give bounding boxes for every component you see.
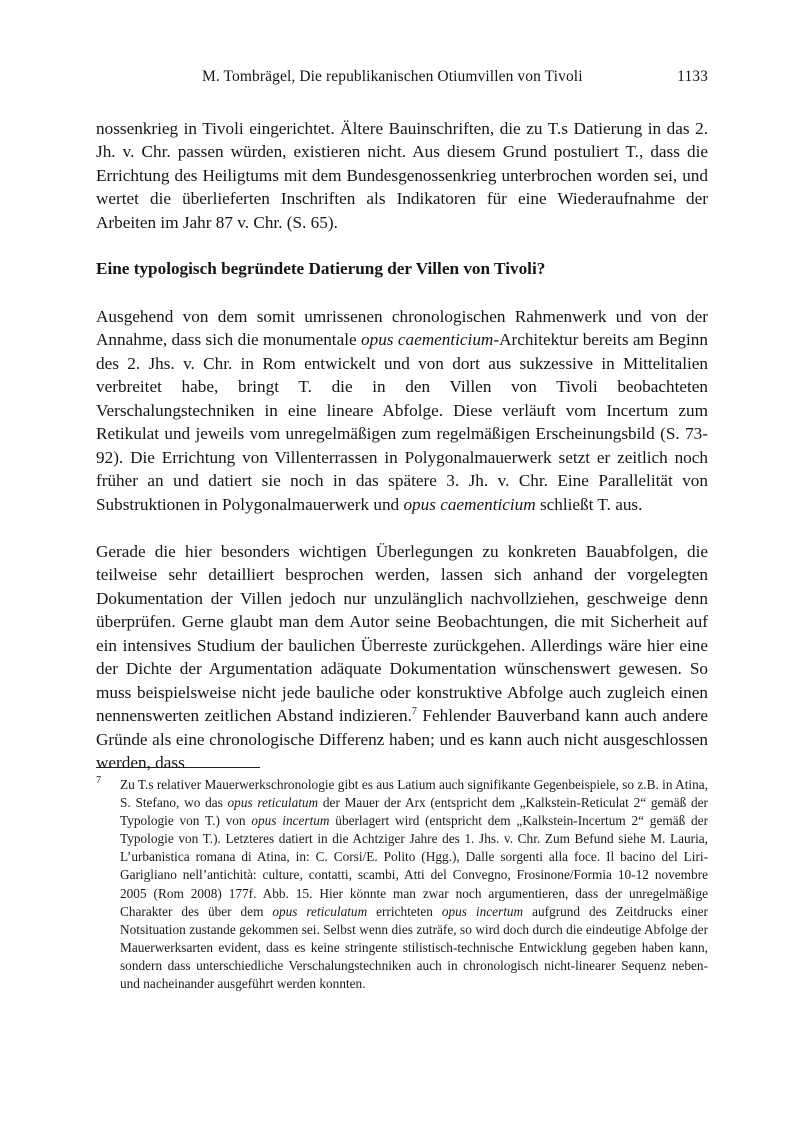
footnote-separator [96,767,260,768]
footnote-italic-1: opus reticulatum [227,795,319,811]
paragraph-3-text-2: Fehlender Bauverband kann auch andere Gründe als eine chronologische Differenz haben; und es kann auch nicht ausgeschlossen werden, dass [96,706,708,773]
paragraph-1: nossenkrieg in Tivoli eingerichtet. Ältere Bauinschriften, die zu T.s Datierung in das 2. Jh. v. Chr. passen würden, existieren nicht. Aus diesem Grund postuliert T., dass die Errichtung des Heiligtums mit dem Bundesgenossenkrieg unterbrochen worden sei, und wertet die überlieferten Inschriften als Indikatoren für eine Wiederaufnahme der Arbeiten im Jahr 87 v. Chr. (S. 65). [96,119,708,232]
paragraph-3 [96,540,708,775]
footnote-italic-2: opus incertum [251,813,330,829]
footnote-reference[interactable]: 7 [411,706,417,718]
paragraph-2-text-1: Ausgehend von dem somit umrissenen chronologischen Rahmenwerk und von der Annahme, dass sich die monumentale [96,307,708,350]
paragraph-3-text-1: Gerade die hier besonders wichtigen Überlegungen zu konkreten Bauabfolgen, die teilweise sehr detailliert besprochen werden, lassen sich anhand der vorgelegten Dokumentation der Villen jedoch nur unzulänglich nachvollziehen, geschweige denn überprüfen. Gerne glaubt man dem Autor seine Beobachtungen, die mit Sicherheit auf ein intensives Studium der baulichen Überreste zurückgehen. Allerdings wäre hier eine der Dichte der Argumentation adäquate Dokumentation wünschenswert gewesen. So muss beispielsweise nicht jede bauliche oder konstruktive Abfolge auch zugleich einen nennenswerten zeitlichen Abstand indizieren. [96,542,708,726]
paragraph-2-italic-2: opus caementicium [403,494,536,514]
footnote-text-2: der Mauer der Arx (entspricht dem „Kalkstein-Reticulat 2“ gemäß der Typologie von T.) von [120,795,708,829]
footnote-text-5: aufgrund des Zeitdrucks einer Notsituation zustande gekommen sei. Selbst wenn dies zuträfe, so wird doch durch die eindeutige Abfolge der Mauerwerksarten evident, dass es keine stringente stilistisch-technische Entwicklung gegeben haben kann, sondern dass unterschiedliche Verschalungstechniken auch in chronologisch nicht-linearer Sequenz neben- und nacheinander ausgeführt werden konnten. [120,903,708,992]
footnote-number: 7 [96,775,102,786]
paragraph-2-italic-1: opus caementicium [361,330,494,350]
section-heading: Eine typologisch begründete Datierung der Villen von Tivoli? [96,259,546,278]
page-number: 1133 [677,68,708,85]
footnote-text-4: errichteten [367,903,442,919]
footnote-text [120,776,708,993]
paragraph-2 [96,305,708,516]
footnote-text-3: überlagert wird (entspricht dem „Kalkstein-Incertum 2“ gemäß der Typologie von T.). Letzteres datiert in die Achtziger Jahre des 1. Jhs. v. Chr. Zum Befund siehe M. Lauria, L’urbanistica romana di Atina, in: C. Corsi/E. Polito (Hgg.), Dalle sorgenti alla foce. Il bacino del Liri-Garigliano nell’antichità: culture, contatti, scambi, Atti del Convegno, Frosinone/Formia 10-12 novembre 2005 (Rom 2008) 177f. Abb. 15. Hier könnte man zwar noch argumentieren, dass der unregelmäßige Charakter des über dem [120,813,709,919]
footnote-italic-4: opus incertum [441,903,524,919]
footnote-italic-3: opus reticulatum [272,903,368,919]
footnote-text-1: Zu T.s relativer Mauerwerkschronologie gibt es aus Latium auch signifikante Gegenbeispiele, so z.B. in Atina, S. Stefano, wo das [120,777,708,811]
running-title: M. Tombrägel, Die republikanischen Otiumvillen von Tivoli [202,68,583,85]
paragraph-2-text-2: -Architektur bereits am Beginn des 2. Jhs. v. Chr. in Rom entwickelt und von dort aus sukzessive in Mittelitalien verbreitet habe, bringt T. die in den Villen von Tivoli beobachteten Verschalungstechniken in eine lineare Abfolge. Diese verläuft vom Incertum zum Retikulat und jeweils vom unregelmäßigen zum regelmäßigen Erscheinungsbild (S. 73-92). Die Errichtung von Villenterrassen in Polygonalmauerwerk setzt er zeitlich noch früher an und datiert sie noch in das spätere 3. Jh. v. Chr. Eine Parallelität von Substruktionen in Polygonalmauerwerk und [96,330,708,514]
paragraph-2-text-3: schließt T. aus. [535,494,643,514]
running-head [96,68,708,88]
footnote-7 [96,776,708,993]
